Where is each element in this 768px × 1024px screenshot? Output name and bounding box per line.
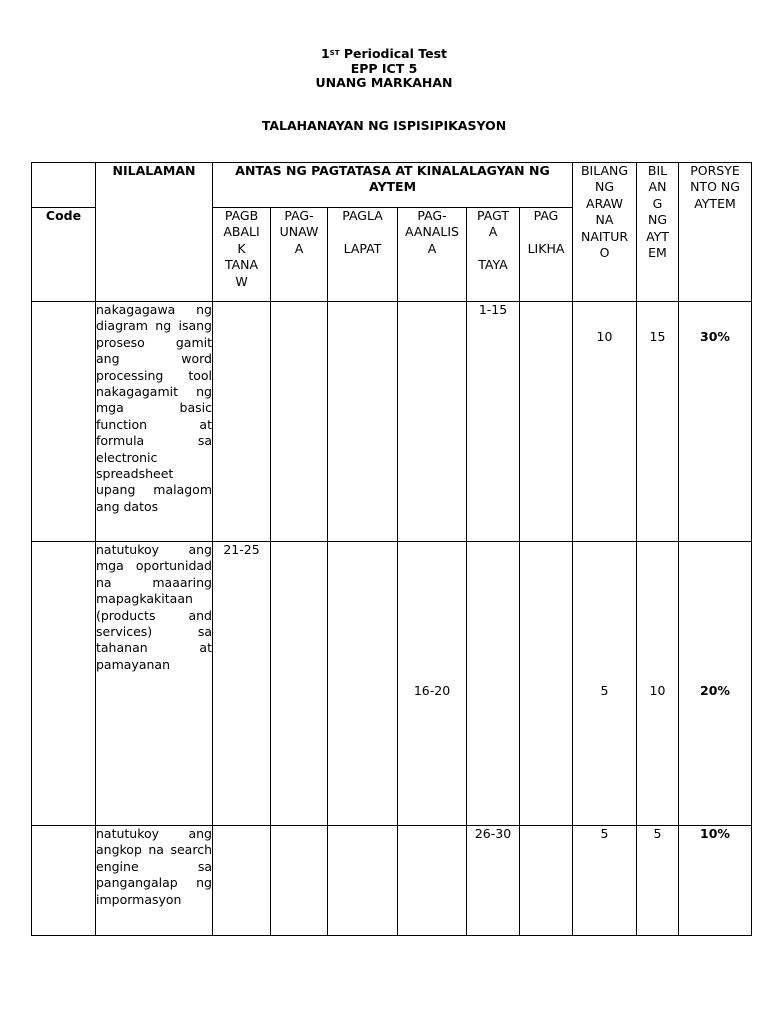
pagbabalik-cell [213,826,271,936]
paglalapat-cell [328,826,398,936]
nilalaman-cell: nakagagawa ng diagram ng isang proseso gamit ang word processing tool nakagagamit ng mga basic function at formula sa electronic spreadsheet upang malagom ang datos [96,302,213,542]
header-text: NAITUR [580,228,629,244]
document-title: TALAHANAYAN NG ISPISIPIKASYON [261,118,507,133]
header-text: G [652,195,663,211]
header-text: LAPAT [343,240,382,256]
porsyento-cell [679,302,752,542]
header-text: K [237,240,246,256]
header-text: TAYA [478,257,508,273]
aytem-cell: 5 [637,826,679,936]
antas-header [213,163,573,208]
pagunawa-cell [271,826,328,936]
pagaanalisa-value: 16-20 [413,683,451,698]
aytem-cell [637,542,679,826]
test-number: 1 [320,46,330,61]
paglalapat-cell [328,302,398,542]
araw-cell [573,542,637,826]
aytem-cell [637,302,679,542]
specification-table [31,162,752,936]
header-line-1 [0,47,768,61]
header-text: TANA [224,257,259,273]
table-row [32,826,752,936]
pagtataya-cell [467,542,520,826]
porsyento-value: 20% [700,683,730,698]
header-text: UNAW [279,224,319,240]
header-text: PORSYE [690,163,740,178]
ordinal-suffix: ST [329,49,340,57]
antas-header-line2: AYTEM [368,179,417,195]
aytem-value: 10 [649,683,666,698]
header-text: PAG [533,208,559,223]
pagunawa-cell [271,302,328,542]
pagaanalisa-cell [398,826,467,936]
porsyento-cell [679,542,752,826]
paglikha-header [520,208,573,302]
pagbabalik-cell [213,302,271,542]
quarter-title: UNANG MARKAHAN [315,75,453,90]
nilalaman-cell: natutukoy ang mga oportunidad na maaaring mapagkakitaan (products and services) sa tahanan at pamayanan [96,542,213,826]
table-row [32,302,752,542]
header-text: LIKHA [527,240,565,256]
header-text: AN [648,179,667,195]
paglalapat-cell [328,542,398,826]
header-text: NG [647,212,668,228]
paglikha-cell [520,826,573,936]
header-spacer [328,224,397,240]
antas-header-line1: ANTAS NG PAGTATASA AT KINALALAGYAN NG [235,163,550,178]
pagaanalisa-cell [398,542,467,826]
pagaanalisa-header [398,208,467,302]
code-header-top [32,163,96,208]
test-label: Periodical Test [339,46,448,61]
header-text: NG [594,179,615,195]
araw-cell: 5 [573,826,637,936]
code-cell [32,302,96,542]
aytem-value: 15 [649,329,666,344]
header-row-1 [32,163,752,208]
paglikha-cell [520,542,573,826]
pagunawa-header [271,208,328,302]
header-text: NA [595,212,614,228]
header-text: O [599,245,610,261]
header-text: A [488,224,498,240]
nilalaman-header: NILALAMAN [96,163,213,302]
header-text: A [294,240,304,256]
header-spacer [520,224,572,240]
header-text: BILANG [580,163,629,178]
nilalaman-cell: natutukoy ang angkop na search engine sa pangangalap ng impormasyon [96,826,213,936]
bilang-aytem-header [637,163,679,302]
header-text: W [235,273,248,289]
pagbabalik-header [213,208,271,302]
porsyento-value: 30% [700,329,730,344]
header-text: AYT [646,228,669,244]
header-text: EM [648,245,667,261]
header-text: PAG- [417,208,447,223]
header-text: PAGB [224,208,259,223]
subject-title: EPP ICT 5 [350,61,418,76]
paglalapat-header [328,208,398,302]
header-text: BIL [647,163,668,178]
pagbabalik-cell: 21-25 [213,542,271,826]
pagtataya-cell: 1-15 [467,302,520,542]
pagaanalisa-cell [398,302,467,542]
table-row [32,542,752,826]
header-text: ABALI [223,224,260,240]
araw-cell [573,302,637,542]
porsyento-header [679,163,752,302]
header-text: A [427,240,437,256]
pagunawa-cell [271,542,328,826]
pagtataya-header [467,208,520,302]
pagtataya-cell: 26-30 [467,826,520,936]
header-text: ARAW [586,195,623,211]
code-cell [32,826,96,936]
araw-value: 5 [600,683,609,698]
code-cell [32,542,96,826]
code-header: Code [32,208,96,302]
header-text: PAG- [284,208,314,223]
header-text: PAGT [477,208,509,223]
araw-value: 10 [596,329,613,344]
porsyento-cell: 10% [679,826,752,936]
header-text: AYTEM [694,195,736,211]
header-text: PAGLA [342,208,383,223]
header-text: AANALIS [405,224,459,240]
bilang-araw-header [573,163,637,302]
paglikha-cell [520,302,573,542]
header-spacer [467,241,519,257]
header-text: NTO NG [690,179,740,195]
